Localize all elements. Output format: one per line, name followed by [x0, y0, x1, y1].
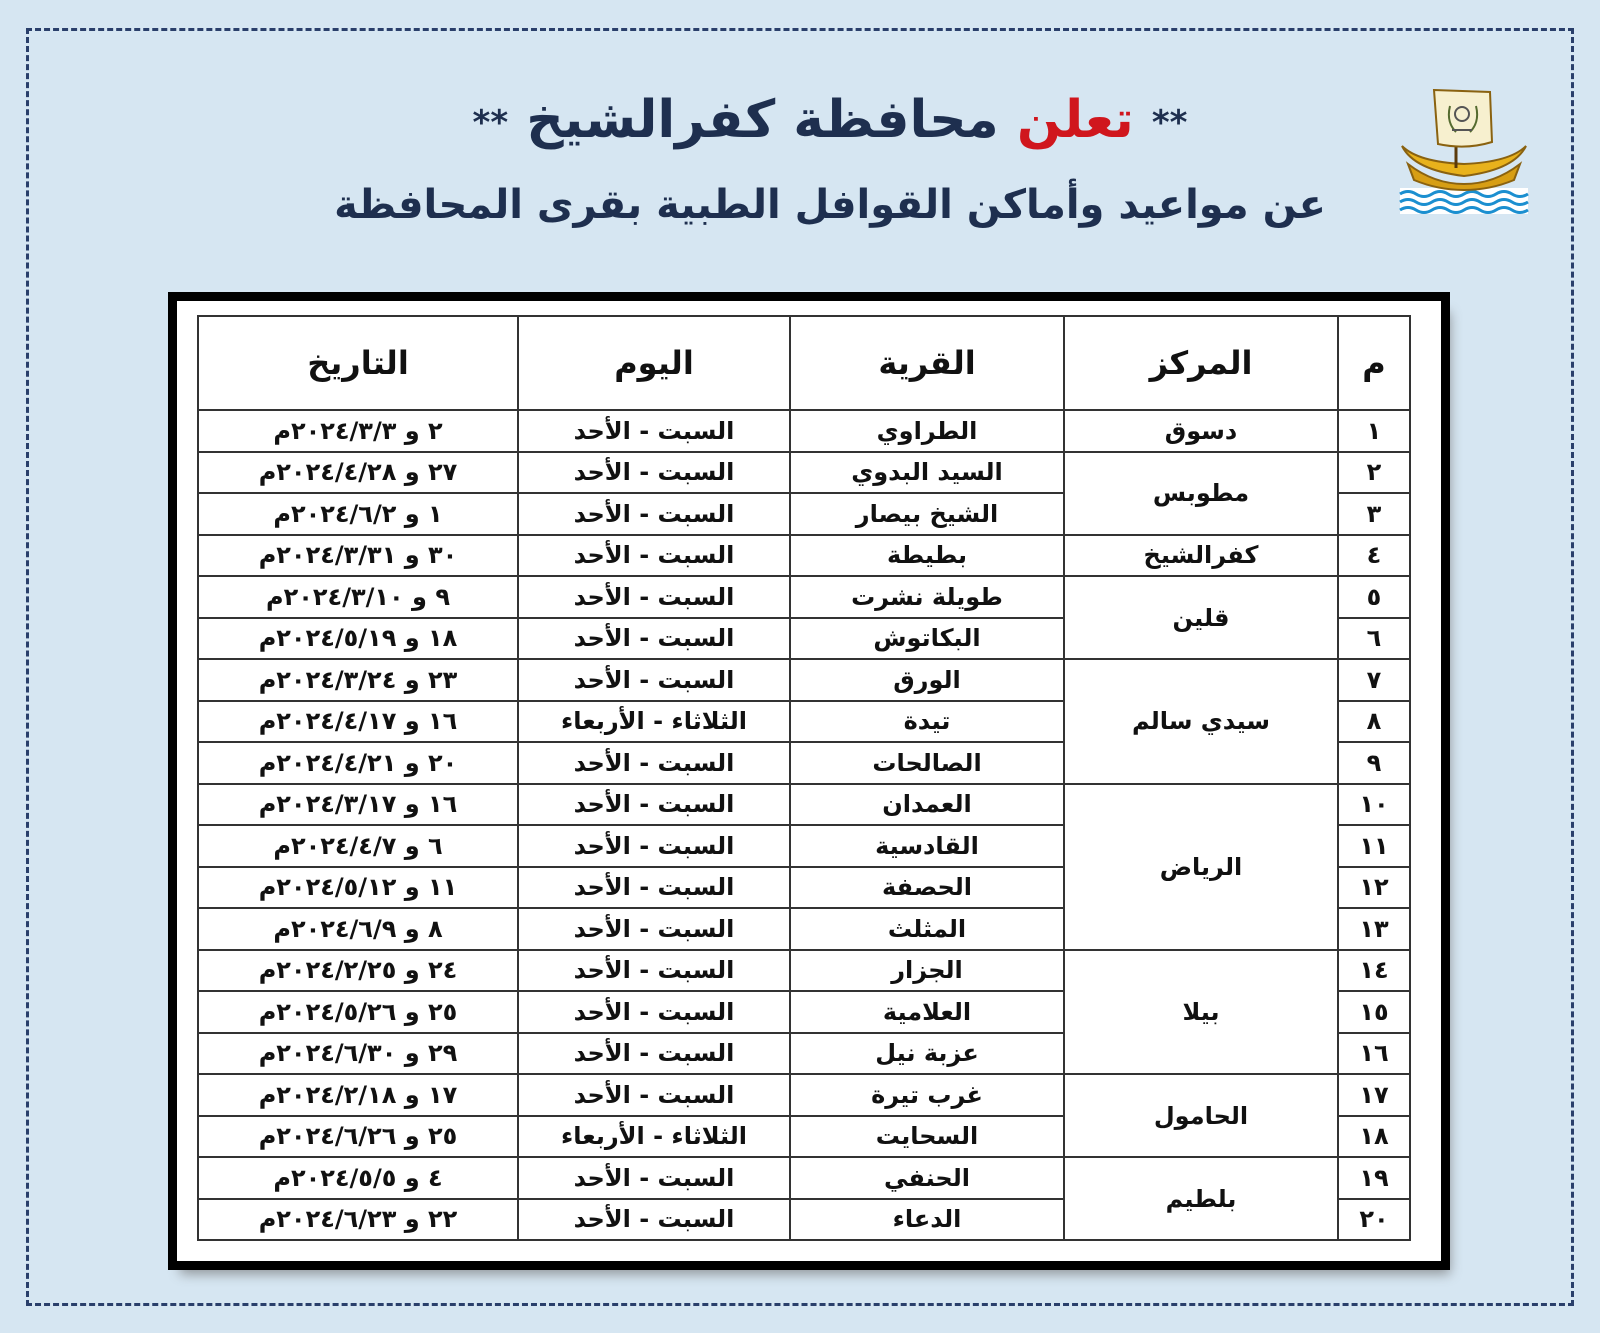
date-cell: ٨ و ٢٠٢٤/٦/٩م — [198, 908, 518, 950]
day-cell: السبت - الأحد — [518, 742, 790, 784]
center-cell: مطوبس — [1064, 452, 1338, 535]
village-cell: الطراوي — [790, 410, 1064, 452]
date-cell: ١٨ و ٢٠٢٤/٥/١٩م — [198, 618, 518, 660]
row-number: ١٢ — [1338, 867, 1410, 909]
village-cell: الشيخ بيصار — [790, 493, 1064, 535]
date-cell: ١٧ و ٢٠٢٤/٢/١٨م — [198, 1074, 518, 1116]
row-number: ١٣ — [1338, 908, 1410, 950]
table-row — [198, 950, 1410, 992]
day-cell: السبت - الأحد — [518, 452, 790, 494]
governorate-name: محافظة كفرالشيخ — [526, 90, 999, 150]
village-cell: الجزار — [790, 950, 1064, 992]
center-cell: دسوق — [1064, 410, 1338, 452]
day-cell: الثلاثاء - الأربعاء — [518, 1116, 790, 1158]
date-cell: ١٦ و ٢٠٢٤/٣/١٧م — [198, 784, 518, 826]
date-cell: ١١ و ٢٠٢٤/٥/١٢م — [198, 867, 518, 909]
row-number: ٤ — [1338, 535, 1410, 577]
day-cell: السبت - الأحد — [518, 659, 790, 701]
boat-emblem-icon — [1394, 84, 1534, 216]
day-cell: السبت - الأحد — [518, 908, 790, 950]
village-cell: البكاتوش — [790, 618, 1064, 660]
column-header-date: التاريخ — [198, 316, 518, 410]
village-cell: العمدان — [790, 784, 1064, 826]
row-number: ١٠ — [1338, 784, 1410, 826]
day-cell: السبت - الأحد — [518, 576, 790, 618]
village-cell: المثلث — [790, 908, 1064, 950]
village-cell: عزبة نيل — [790, 1033, 1064, 1075]
caravan-schedule-table — [197, 315, 1411, 1241]
date-cell: ٤ و ٢٠٢٤/٥/٥م — [198, 1157, 518, 1199]
day-cell: الثلاثاء - الأربعاء — [518, 701, 790, 743]
center-cell: الحامول — [1064, 1074, 1338, 1157]
row-number: ١٧ — [1338, 1074, 1410, 1116]
announcement-heading — [300, 80, 1360, 235]
table-row — [198, 535, 1410, 577]
table-row — [198, 452, 1410, 494]
date-cell: ٩ و ٢٠٢٤/٣/١٠م — [198, 576, 518, 618]
row-number: ٥ — [1338, 576, 1410, 618]
row-number: ١٤ — [1338, 950, 1410, 992]
row-number: ٩ — [1338, 742, 1410, 784]
date-cell: ٢٠ و ٢٠٢٤/٤/٢١م — [198, 742, 518, 784]
day-cell: السبت - الأحد — [518, 493, 790, 535]
table-body — [198, 410, 1410, 1240]
schedule-sheet — [168, 292, 1450, 1270]
row-number: ١٨ — [1338, 1116, 1410, 1158]
date-cell: ٢ و ٢٠٢٤/٣/٣م — [198, 410, 518, 452]
day-cell: السبت - الأحد — [518, 825, 790, 867]
village-cell: السيد البدوي — [790, 452, 1064, 494]
column-header-village: القرية — [790, 316, 1064, 410]
day-cell: السبت - الأحد — [518, 950, 790, 992]
center-cell: سيدي سالم — [1064, 659, 1338, 784]
announce-verb: تعلن — [1016, 90, 1134, 150]
announcement-title — [300, 80, 1360, 163]
row-number: ٢٠ — [1338, 1199, 1410, 1241]
center-cell: قلين — [1064, 576, 1338, 659]
day-cell: السبت - الأحد — [518, 867, 790, 909]
village-cell: غرب تيرة — [790, 1074, 1064, 1116]
village-cell: القادسية — [790, 825, 1064, 867]
day-cell: السبت - الأحد — [518, 1074, 790, 1116]
day-cell: السبت - الأحد — [518, 410, 790, 452]
row-number: ١٥ — [1338, 991, 1410, 1033]
day-cell: السبت - الأحد — [518, 1033, 790, 1075]
row-number: ١٩ — [1338, 1157, 1410, 1199]
row-number: ٧ — [1338, 659, 1410, 701]
row-number: ٦ — [1338, 618, 1410, 660]
stars-right: ** — [1151, 103, 1188, 143]
village-cell: بطيطة — [790, 535, 1064, 577]
day-cell: السبت - الأحد — [518, 1157, 790, 1199]
date-cell: ٢٥ و ٢٠٢٤/٥/٢٦م — [198, 991, 518, 1033]
table-row — [198, 1157, 1410, 1199]
row-number: ٨ — [1338, 701, 1410, 743]
date-cell: ٣٠ و ٢٠٢٤/٣/٣١م — [198, 535, 518, 577]
date-cell: ١ و ٢٠٢٤/٦/٢م — [198, 493, 518, 535]
table-header-row — [198, 316, 1410, 410]
village-cell: طويلة نشرت — [790, 576, 1064, 618]
date-cell: ٢٩ و ٢٠٢٤/٦/٣٠م — [198, 1033, 518, 1075]
day-cell: السبت - الأحد — [518, 1199, 790, 1241]
table-row — [198, 659, 1410, 701]
village-cell: الحصفة — [790, 867, 1064, 909]
village-cell: الدعاء — [790, 1199, 1064, 1241]
row-number: ٢ — [1338, 452, 1410, 494]
day-cell: السبت - الأحد — [518, 535, 790, 577]
village-cell: العلامية — [790, 991, 1064, 1033]
table-row — [198, 784, 1410, 826]
village-cell: السحايت — [790, 1116, 1064, 1158]
day-cell: السبت - الأحد — [518, 784, 790, 826]
table-row — [198, 1074, 1410, 1116]
village-cell: الورق — [790, 659, 1064, 701]
column-header-num: م — [1338, 316, 1410, 410]
announcement-subtitle: عن مواعيد وأماكن القوافل الطبية بقرى المحافظة — [334, 182, 1326, 228]
day-cell: السبت - الأحد — [518, 991, 790, 1033]
date-cell: ٢٣ و ٢٠٢٤/٣/٢٤م — [198, 659, 518, 701]
village-cell: الحنفي — [790, 1157, 1064, 1199]
row-number: ١ — [1338, 410, 1410, 452]
village-cell: الصالحات — [790, 742, 1064, 784]
table-row — [198, 410, 1410, 452]
date-cell: ٢٧ و ٢٠٢٤/٤/٢٨م — [198, 452, 518, 494]
column-header-day: اليوم — [518, 316, 790, 410]
center-cell: الرياض — [1064, 784, 1338, 950]
center-cell: بلطيم — [1064, 1157, 1338, 1240]
date-cell: ٢٥ و ٢٠٢٤/٦/٢٦م — [198, 1116, 518, 1158]
center-cell: بيلا — [1064, 950, 1338, 1075]
village-cell: تيدة — [790, 701, 1064, 743]
stars-left: ** — [472, 103, 509, 143]
date-cell: ١٦ و ٢٠٢٤/٤/١٧م — [198, 701, 518, 743]
table-row — [198, 576, 1410, 618]
date-cell: ٢٤ و ٢٠٢٤/٢/٢٥م — [198, 950, 518, 992]
date-cell: ٦ و ٢٠٢٤/٤/٧م — [198, 825, 518, 867]
day-cell: السبت - الأحد — [518, 618, 790, 660]
schedule-paper — [177, 301, 1441, 1261]
row-number: ١١ — [1338, 825, 1410, 867]
row-number: ١٦ — [1338, 1033, 1410, 1075]
row-number: ٣ — [1338, 493, 1410, 535]
center-cell: كفرالشيخ — [1064, 535, 1338, 577]
date-cell: ٢٢ و ٢٠٢٤/٦/٢٣م — [198, 1199, 518, 1241]
column-header-center: المركز — [1064, 316, 1338, 410]
